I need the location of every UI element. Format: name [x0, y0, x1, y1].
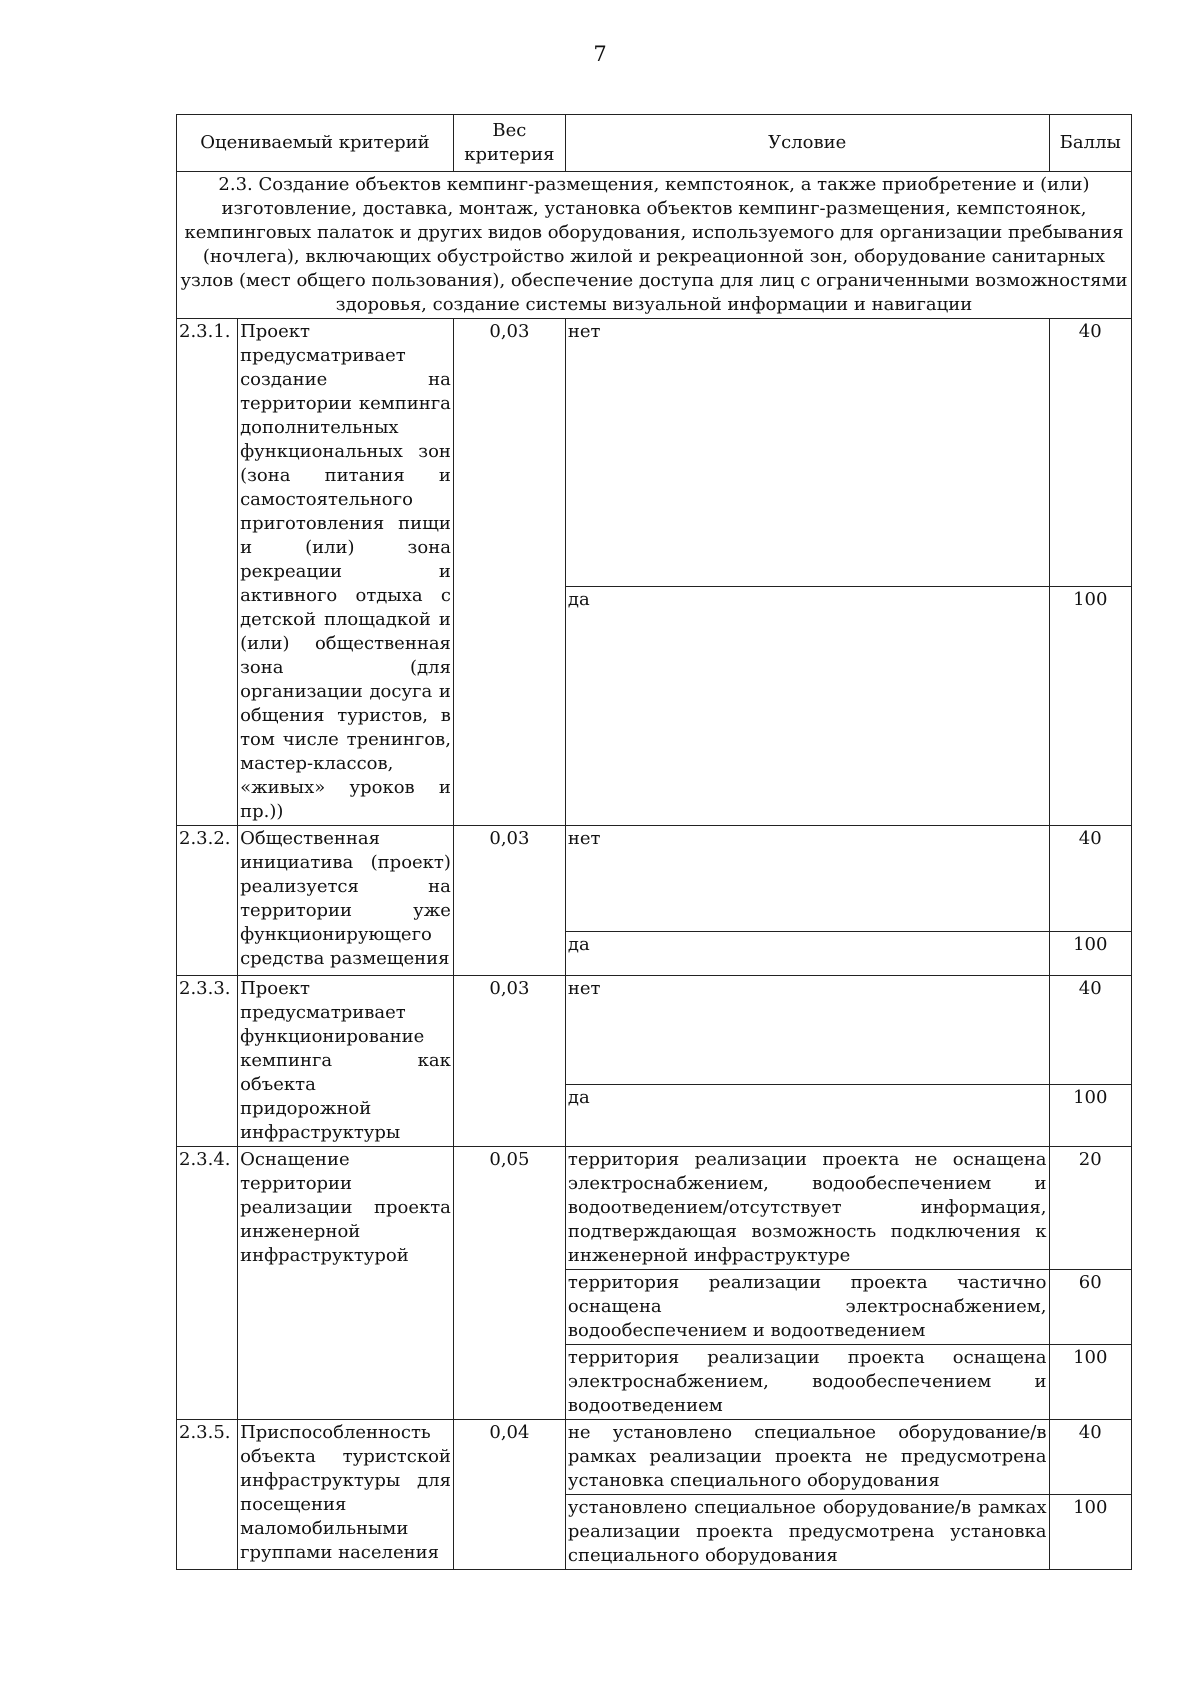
row-weight: 0,04 [453, 1420, 565, 1570]
row-score: 60 [1049, 1270, 1132, 1345]
row-condition: не установлено специальное оборудование/в рамках реализации проекта не предусмотрена установка специального оборудования [565, 1420, 1049, 1495]
row-weight: 0,03 [453, 319, 565, 826]
row-number: 2.3.2. [177, 826, 238, 976]
row-number: 2.3.1. [177, 319, 238, 826]
table-row [177, 976, 1132, 1085]
row-criterion: Приспособленность объекта туристской инфраструктуры для посещения маломобильными группами населения [238, 1420, 454, 1570]
header-weight: Вес критерия [453, 115, 565, 172]
table-row [177, 1420, 1132, 1495]
table-row [177, 826, 1132, 932]
row-criterion: Общественная инициатива (проект) реализуется на территории уже функционирующего средства размещения [238, 826, 454, 976]
row-score: 40 [1049, 826, 1132, 932]
row-number: 2.3.4. [177, 1147, 238, 1420]
section-title: 2.3. Создание объектов кемпинг-размещения, кемпстоянок, а также приобретение и (или) изготовление, доставка, монтаж, установка объектов кемпинг-размещения, кемпстоянок, кемпинговых палаток и других видов оборудования, используемого для организации пребывания (ночлега), включающих обустройство жилой и рекреационной зон, оборудование санитарных узлов (мест общего пользования), обеспечение доступа для лиц с ограниченными возможностями здоровья, создание системы визуальной информации и навигации [177, 172, 1132, 319]
row-criterion: Проект предусматривает создание на территории кемпинга дополнительных функциональных зон (зона питания и самостоятельного приготовления пищи и (или) зона рекреации и активного отдыха с детской площадкой и (или) общественная зона (для организации досуга и общения туристов, в том числе тренингов, мастер-классов, «живых» уроков и пр.)) [238, 319, 454, 826]
row-score: 40 [1049, 976, 1132, 1085]
table-row [177, 1147, 1132, 1270]
row-weight: 0,03 [453, 826, 565, 976]
row-score: 100 [1049, 1345, 1132, 1420]
criteria-table [176, 114, 1132, 1570]
row-criterion: Оснащение территории реализации проекта инженерной инфраструктурой [238, 1147, 454, 1420]
row-score: 40 [1049, 1420, 1132, 1495]
row-score: 100 [1049, 587, 1132, 826]
row-condition: да [565, 1085, 1049, 1147]
row-criterion: Проект предусматривает функционирование кемпинга как объекта придорожной инфраструктуры [238, 976, 454, 1147]
row-condition: территория реализации проекта не оснащена электроснабжением, водообеспечением и водоотведением/отсутствует информация, подтверждающая возможность подключения к инженерной инфраструктуре [565, 1147, 1049, 1270]
row-condition: территория реализации проекта оснащена электроснабжением, водообеспечением и водоотведением [565, 1345, 1049, 1420]
row-weight: 0,05 [453, 1147, 565, 1420]
row-score: 40 [1049, 319, 1132, 587]
row-condition: территория реализации проекта частично оснащена электроснабжением, водообеспечением и водоотведением [565, 1270, 1049, 1345]
row-condition: нет [565, 826, 1049, 932]
header-criterion: Оцениваемый критерий [177, 115, 454, 172]
row-score: 100 [1049, 1495, 1132, 1570]
header-condition: Условие [565, 115, 1049, 172]
row-score: 20 [1049, 1147, 1132, 1270]
row-condition: да [565, 587, 1049, 826]
row-score: 100 [1049, 932, 1132, 976]
row-condition: да [565, 932, 1049, 976]
row-number: 2.3.5. [177, 1420, 238, 1570]
row-weight: 0,03 [453, 976, 565, 1147]
table-row [177, 319, 1132, 587]
page-number: 7 [593, 42, 607, 66]
row-number: 2.3.3. [177, 976, 238, 1147]
header-score: Баллы [1049, 115, 1132, 172]
row-condition: нет [565, 976, 1049, 1085]
section-row [177, 172, 1132, 319]
row-condition: нет [565, 319, 1049, 587]
row-score: 100 [1049, 1085, 1132, 1147]
header-row [177, 115, 1132, 172]
row-condition: установлено специальное оборудование/в рамках реализации проекта предусмотрена установка специального оборудования [565, 1495, 1049, 1570]
